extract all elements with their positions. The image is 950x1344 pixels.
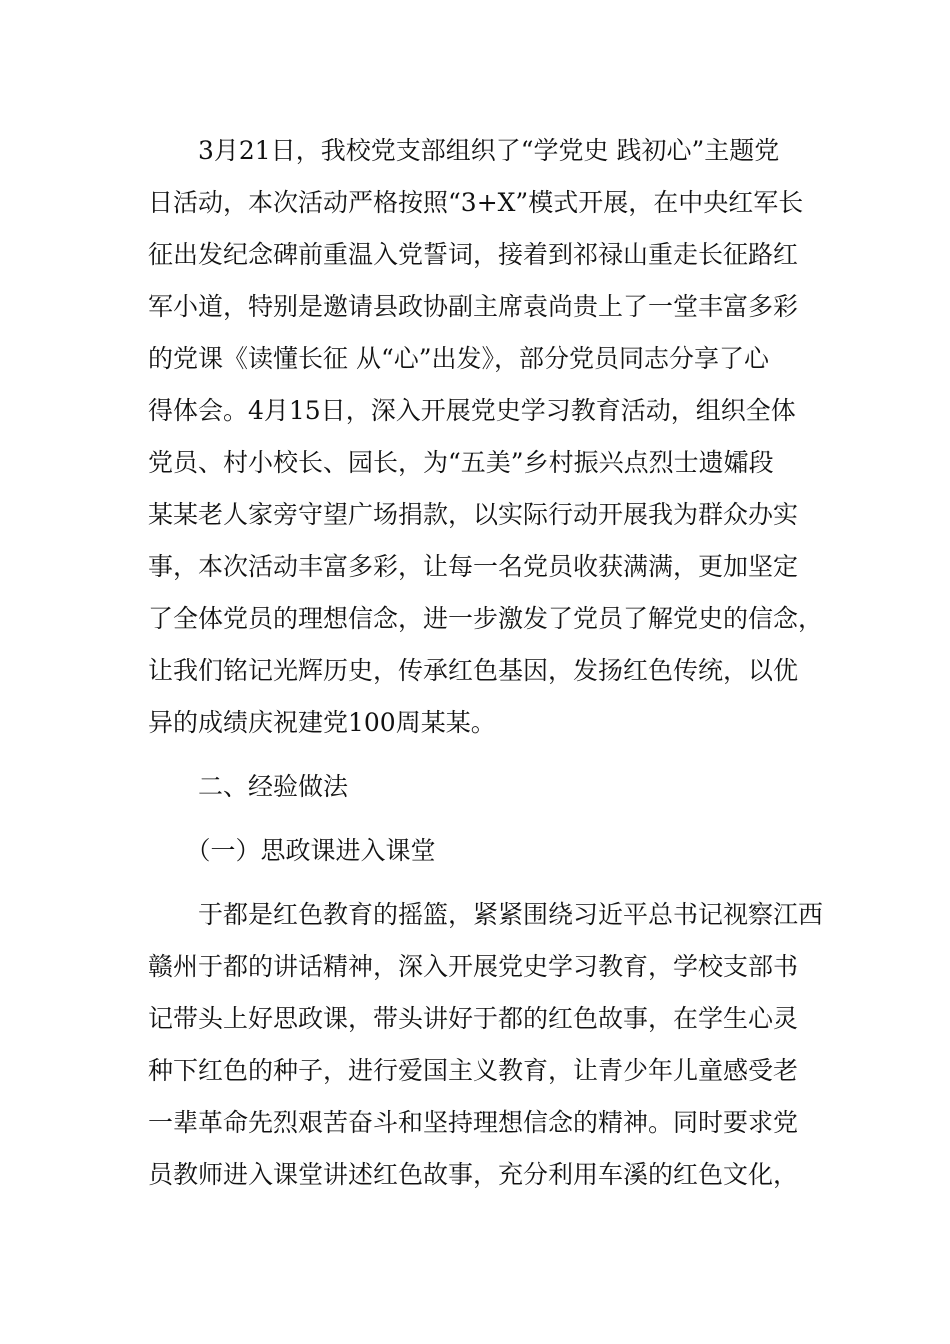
paragraph-line: 让我们铭记光辉历史，传承红色基因，发扬红色传统，以优 [148,656,799,685]
paragraph-line: 军小道，特别是邀请县政协副主席袁尚贵上了一堂丰富多彩 [148,292,799,321]
paragraph-line: 员教师进入课堂讲述红色故事，充分利用车溪的红色文化， [148,1160,799,1189]
document-body [148,125,824,1201]
paragraph-line: 种下红色的种子，进行爱国主义教育，让青少年儿童感受老 [148,1056,799,1085]
paragraph-line: 记带头上好思政课，带头讲好于都的红色故事，在学生心灵 [148,1004,799,1033]
paragraph-spacing [148,877,818,889]
section-heading: 二、经验做法 [148,772,349,801]
paragraph-line: 日活动，本次活动严格按照“3+X”模式开展，在中央红军长 [148,188,804,217]
paragraph-line: 一辈革命先烈艰苦奋斗和坚持理想信念的精神。同时要求党 [148,1108,799,1137]
paragraph-line: 于都是红色教育的摇篮，紧紧围绕习近平总书记视察江西 [148,900,824,929]
paragraph-line: 了全体党员的理想信念，进一步激发了党员了解党史的信念， [148,604,824,633]
paragraph-line: 赣州于都的讲话精神，深入开展党史学习教育，学校支部书 [148,952,799,981]
paragraph-line: 某某老人家旁守望广场捐款，以实际行动开展我为群众办实 [148,500,799,529]
paragraph-line: 的党课《读懂长征 从“心”出发》，部分党员同志分享了心 [148,344,770,373]
paragraph-line: 党员、村小校长、园长，为“五美”乡村振兴点烈士遗孀段 [148,448,774,477]
paragraph-line: 征出发纪念碑前重温入党誓词，接着到祁禄山重走长征路红 [148,240,799,269]
subsection-heading: （一）思政课进入课堂 [148,836,436,865]
paragraph-line: 3月21日，我校党支部组织了“学党史 践初心”主题党 [148,136,780,165]
paragraph-line: 事，本次活动丰富多彩，让每一名党员收获满满，更加坚定 [148,552,799,581]
paragraph-spacing [148,749,818,761]
paragraph-line: 得体会。4月15日，深入开展党史学习教育活动，组织全体 [148,396,796,425]
paragraph-line: 异的成绩庆祝建党100周某某。 [148,708,496,737]
paragraph-spacing [148,813,818,825]
